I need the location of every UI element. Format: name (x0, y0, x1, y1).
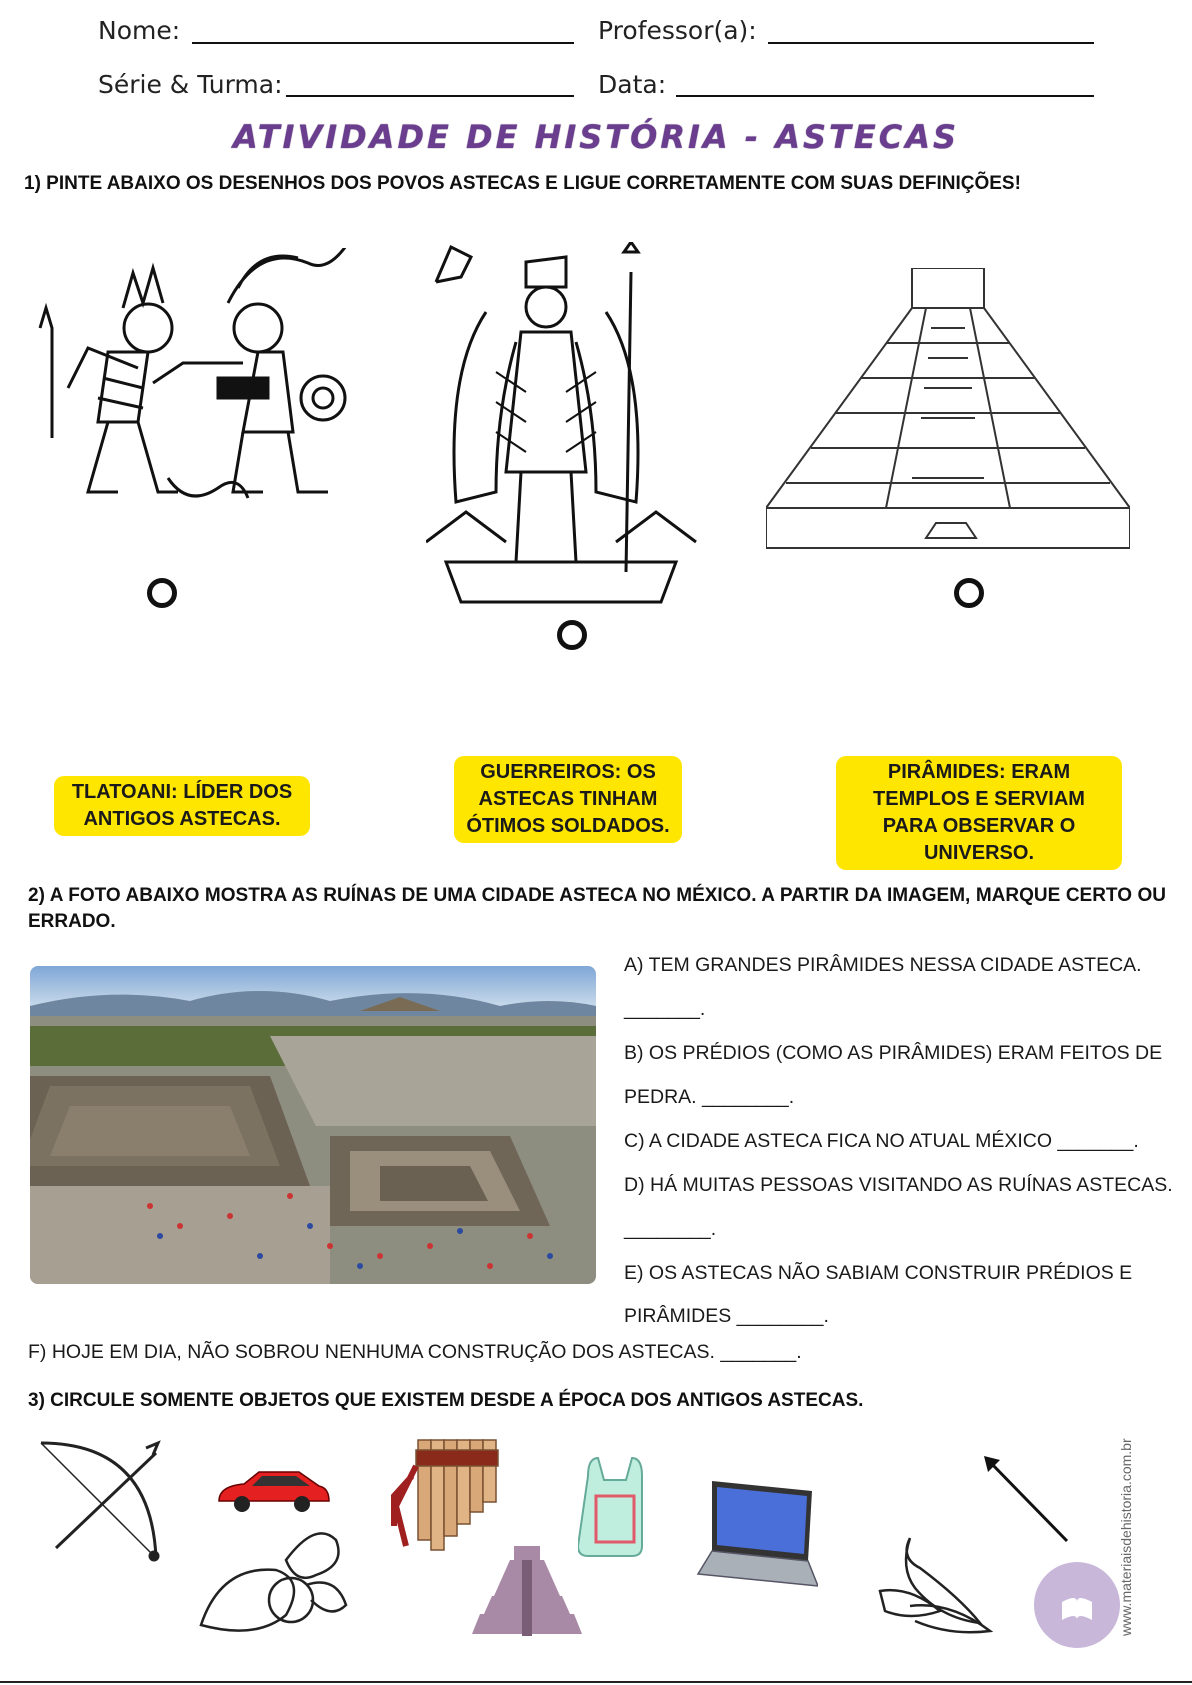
item-b: B) OS PRÉDIOS (COMO AS PIRÂMIDES) ERAM FEITOS DE (624, 1042, 1163, 1064)
spear-icon[interactable] (982, 1454, 1072, 1546)
item-e: E) OS ASTECAS NÃO SABIAM CONSTRUIR PRÉDIOS E (624, 1262, 1133, 1284)
chili-pepper-icon[interactable] (870, 1536, 994, 1636)
pyramid-drawing (766, 268, 1130, 552)
item-a-blank[interactable]: _______. (624, 998, 706, 1020)
definition-guerreiros: GUERREIROS: OS ASTECAS TINHAM ÓTIMOS SOLDADOS. (454, 756, 682, 843)
item-c[interactable]: C) A CIDADE ASTECA FICA NO ATUAL MÉXICO _______. (624, 1130, 1139, 1152)
professor-label: Professor(a): (598, 16, 757, 45)
materiais-logo (1034, 1562, 1120, 1648)
item-b-cont[interactable]: PEDRA. ________. (624, 1086, 795, 1108)
page-title: ATIVIDADE DE HISTÓRIA - ASTECAS (233, 118, 959, 156)
serie-label: Série & Turma: (98, 70, 283, 99)
serie-field[interactable] (286, 95, 574, 97)
bow-arrow-icon[interactable] (36, 1438, 166, 1568)
definition-tlatoani: TLATOANI: LÍDER DOS ANTIGOS ASTECAS. (54, 776, 310, 836)
item-f[interactable]: F) HOJE EM DIA, NÃO SOBROU NENHUMA CONSTRUÇÃO DOS ASTECAS. _______. (28, 1341, 802, 1363)
tlatoani-drawing (426, 242, 698, 606)
item-a: A) TEM GRANDES PIRÂMIDES NESSA CIDADE ASTECA. (624, 954, 1142, 976)
definition-piramides: PIRÂMIDES: ERAM TEMPLOS E SERVIAM PARA OBSERVAR O UNIVERSO. (836, 756, 1122, 870)
sweet-potato-icon[interactable] (196, 1530, 352, 1636)
data-field[interactable] (676, 95, 1094, 97)
car-icon[interactable] (214, 1466, 330, 1516)
pyramid-icon[interactable] (472, 1546, 582, 1636)
nome-field[interactable] (192, 42, 574, 44)
question-2: 2) A FOTO ABAIXO MOSTRA AS RUÍNAS DE UMA CIDADE ASTECA NO MÉXICO. A PARTIR DA IMAGEM, MARQUE CERTO OU ERRADO. (28, 885, 1166, 932)
bottom-rule (0, 1681, 1192, 1683)
question-1: 1) PINTE ABAIXO OS DESENHOS DOS POVOS ASTECAS E LIGUE CORRETAMENTE COM SUAS DEFINIÇÕES! (24, 173, 1021, 194)
warriors-drawing (28, 248, 368, 538)
professor-field[interactable] (768, 42, 1094, 44)
laptop-icon[interactable] (694, 1476, 818, 1594)
item-d: D) HÁ MUITAS PESSOAS VISITANDO AS RUÍNAS ASTECAS. (624, 1174, 1173, 1196)
connect-dot-3[interactable] (954, 578, 984, 608)
item-e-cont[interactable]: PIRÂMIDES ________. (624, 1305, 829, 1327)
nome-label: Nome: (98, 16, 181, 45)
plastic-bag-icon[interactable] (578, 1456, 652, 1558)
aztec-ruins-photo (30, 966, 596, 1284)
connect-dot-2[interactable] (557, 620, 587, 650)
website-text: www.materiaisdehistoria.com.br (1118, 1438, 1134, 1636)
connect-dot-1[interactable] (147, 578, 177, 608)
item-d-blank[interactable]: ________. (624, 1218, 717, 1240)
data-label: Data: (598, 70, 667, 99)
question-3: 3) CIRCULE SOMENTE OBJETOS QUE EXISTEM DESDE A ÉPOCA DOS ANTIGOS ASTECAS. (28, 1390, 864, 1411)
